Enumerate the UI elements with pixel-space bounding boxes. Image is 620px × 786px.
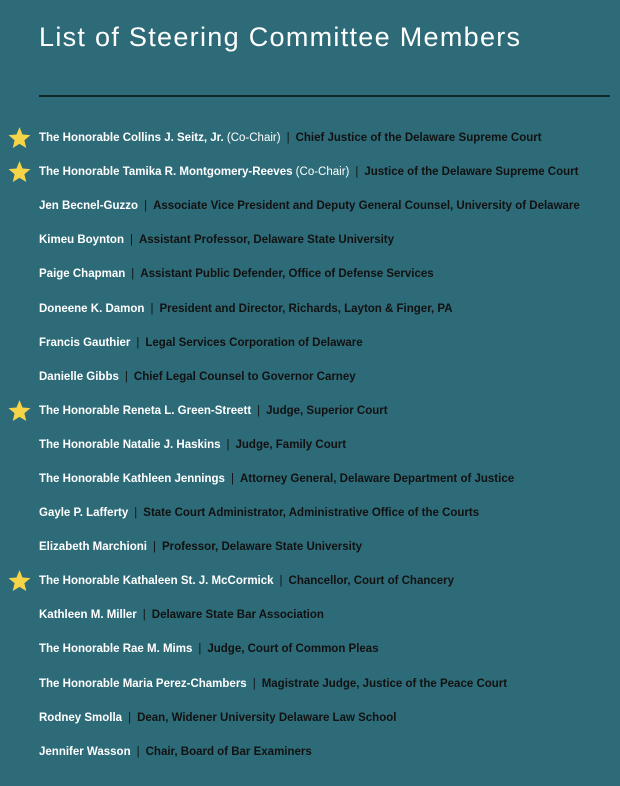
star-icon xyxy=(7,126,32,151)
list-item xyxy=(0,428,620,462)
member-entry xyxy=(39,575,454,587)
member-name: The Honorable Collins J. Seitz, Jr. xyxy=(39,132,224,145)
member-role-note: (Co-Chair) xyxy=(292,166,350,179)
list-item xyxy=(0,632,620,666)
member-name: Doneene K. Damon xyxy=(39,302,145,315)
list-item xyxy=(0,326,620,360)
member-title: Chief Legal Counsel to Governor Carney xyxy=(133,370,356,383)
list-item xyxy=(0,155,620,189)
list-item xyxy=(0,291,620,325)
member-title: Judge, Superior Court xyxy=(266,404,388,417)
member-name: Kathleen M. Miller xyxy=(39,609,137,622)
member-entry xyxy=(39,234,394,246)
separator: | xyxy=(252,677,256,690)
member-entry xyxy=(39,303,453,315)
list-item xyxy=(0,360,620,394)
member-entry xyxy=(39,166,578,178)
member-title: Professor, Delaware State University xyxy=(162,541,363,554)
member-title: Justice of the Delaware Supreme Court xyxy=(364,166,579,179)
separator: | xyxy=(124,370,128,383)
separator: | xyxy=(279,575,283,588)
separator: | xyxy=(131,268,135,281)
list-item xyxy=(0,462,620,496)
list-item xyxy=(0,257,620,291)
member-title: Chancellor, Court of Chancery xyxy=(288,575,455,588)
member-title: Magistrate Judge, Justice of the Peace Court xyxy=(261,677,508,690)
member-entry xyxy=(39,643,379,655)
member-name: The Honorable Maria Perez-Chambers xyxy=(39,677,247,690)
member-title: Delaware State Bar Association xyxy=(151,609,324,622)
member-entry xyxy=(39,405,388,417)
separator: | xyxy=(144,200,148,213)
separator: | xyxy=(286,132,290,145)
list-item xyxy=(0,564,620,598)
list-item xyxy=(0,394,620,428)
member-entry xyxy=(39,200,580,212)
member-name: Elizabeth Marchioni xyxy=(39,541,147,554)
member-title: Associate Vice President and Deputy General Counsel, University of Delaware xyxy=(153,200,580,213)
title-divider xyxy=(39,95,610,97)
member-list xyxy=(0,121,620,769)
member-role-note: (Co-Chair) xyxy=(223,132,281,145)
member-name: Gayle P. Lafferty xyxy=(39,507,129,520)
separator: | xyxy=(136,336,140,349)
star-icon xyxy=(7,569,32,594)
member-title: Chair, Board of Bar Examiners xyxy=(145,745,312,758)
member-entry xyxy=(39,439,346,451)
list-item xyxy=(0,735,620,769)
member-entry xyxy=(39,541,362,553)
list-item xyxy=(0,121,620,155)
member-title: Judge, Court of Common Pleas xyxy=(207,643,379,656)
separator: | xyxy=(226,438,230,451)
member-name: Kimeu Boynton xyxy=(39,234,124,247)
member-name: Francis Gauthier xyxy=(39,336,131,349)
member-name: The Honorable Tamika R. Montgomery-Reeves xyxy=(39,166,293,179)
member-entry xyxy=(39,268,434,280)
member-name: Danielle Gibbs xyxy=(39,370,119,383)
separator: | xyxy=(128,711,132,724)
member-title: Legal Services Corporation of Delaware xyxy=(145,336,363,349)
member-name: The Honorable Rae M. Mims xyxy=(39,643,193,656)
list-item xyxy=(0,496,620,530)
member-entry xyxy=(39,678,507,690)
list-item xyxy=(0,189,620,223)
member-title: Attorney General, Delaware Department of Justice xyxy=(239,472,515,485)
member-entry xyxy=(39,371,356,383)
separator: | xyxy=(142,609,146,622)
separator: | xyxy=(230,472,234,485)
member-entry xyxy=(39,746,312,758)
list-item xyxy=(0,598,620,632)
member-name: The Honorable Natalie J. Haskins xyxy=(39,438,221,451)
separator: | xyxy=(355,166,359,179)
star-icon xyxy=(7,398,32,423)
separator: | xyxy=(134,507,138,520)
separator: | xyxy=(150,302,154,315)
member-name: Rodney Smolla xyxy=(39,711,123,724)
member-title: Judge, Family Court xyxy=(235,438,347,451)
member-entry xyxy=(39,712,396,724)
separator: | xyxy=(257,404,261,417)
member-entry xyxy=(39,507,479,519)
member-name: Paige Chapman xyxy=(39,268,126,281)
member-name: The Honorable Reneta L. Green-Streett xyxy=(39,404,252,417)
member-name: Jen Becnel-Guzzo xyxy=(39,200,139,213)
member-name: The Honorable Kathleen Jennings xyxy=(39,472,225,485)
list-item xyxy=(0,667,620,701)
separator: | xyxy=(129,234,133,247)
member-title: Dean, Widener University Delaware Law School xyxy=(137,711,397,724)
list-item xyxy=(0,223,620,257)
separator: | xyxy=(198,643,202,656)
member-name: The Honorable Kathaleen St. J. McCormick xyxy=(39,575,274,588)
member-entry xyxy=(39,337,363,349)
member-title: President and Director, Richards, Layton & Finger, PA xyxy=(159,302,453,315)
member-name: Jennifer Wasson xyxy=(39,745,131,758)
member-title: Chief Justice of the Delaware Supreme Court xyxy=(295,132,542,145)
member-title: Assistant Professor, Delaware State University xyxy=(138,234,395,247)
star-icon xyxy=(7,160,32,185)
member-entry xyxy=(39,473,514,485)
separator: | xyxy=(136,745,140,758)
page-title: List of Steering Committee Members xyxy=(39,22,522,52)
member-title: Assistant Public Defender, Office of Defense Services xyxy=(140,268,434,281)
member-title: State Court Administrator, Administrative Office of the Courts xyxy=(143,507,480,520)
list-item xyxy=(0,701,620,735)
member-entry xyxy=(39,132,542,144)
list-item xyxy=(0,530,620,564)
member-entry xyxy=(39,609,324,621)
separator: | xyxy=(153,541,156,554)
